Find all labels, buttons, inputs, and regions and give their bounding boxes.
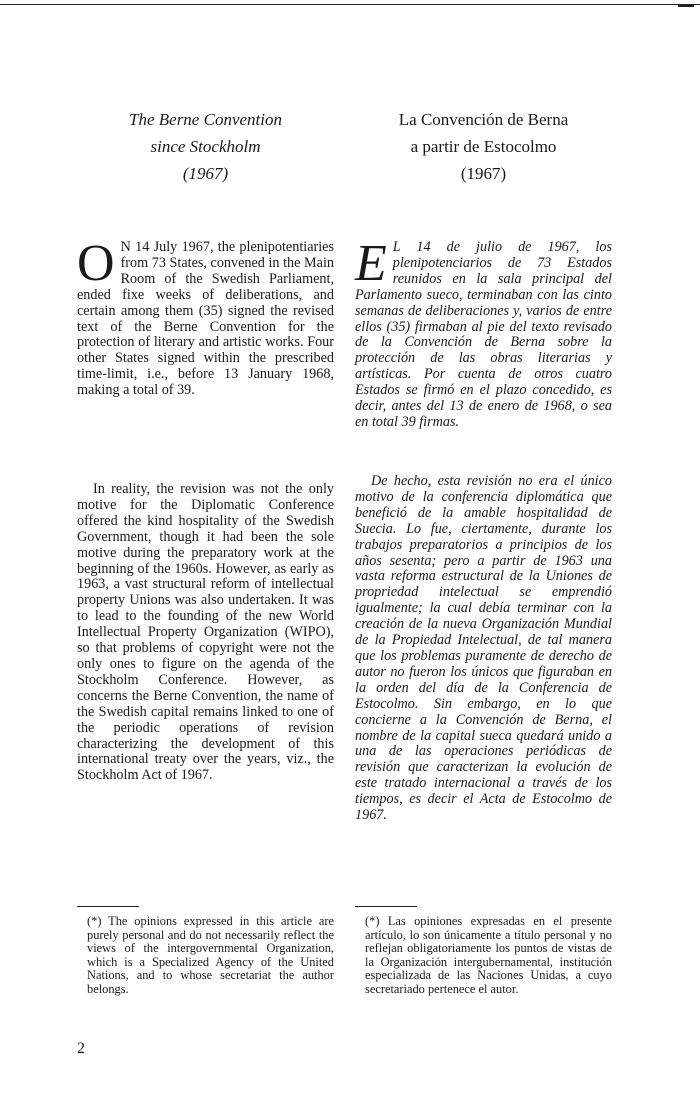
spanish-paragraph-2-text: De hecho, esta revisión no era el único motivo de la conferencia diplomática que benefició de la amable hospitalidad de Suecia. Lo fue, ciertamente, durante los trabajos preparatorios a principios de los años sesenta; pero a partir de 1963 una vasta reforma estructural de la Uniones de propriedad intelectual se emprendió igualmente; la cual debía terminar con la creación de la nueva Organización Mundial de la Propiedad Intelectual, de tal manera que los problemas puramente de derecho de autor no fueron los únicos que figuraban en la orden del día de la Conferencia de Estocolmo. Sin embargo, en lo que concierne a la Convención de Berna, el nombre de la capital sueca quedará unido a una de las operaciones periódicas de revisión que caracterizan la evolución de este tratado internacional a través de los tiempos, es decir el Acta de Estocolmo de 1967.	[355, 473, 612, 824]
spanish-title-line-1: La Convención de Berna	[398, 110, 569, 129]
spanish-title-line-3: (1967)	[460, 164, 507, 183]
english-paragraph-1-text: N 14 July 1967, the plenipotentiaries from 73 States, convened in the Main Room of the Swedish Parliament, ended fixe weeks of deliberations, and certain among them (35) signed the revised text of the Berne Convention for the protection of literary and artistic works. Four other States signed within the prescribed time-limit, i.e., before 13 January 1968, making a total of 39.	[77, 239, 334, 399]
english-paragraph-2-text: In reality, the revision was not the only motive for the Diplomatic Conference offered the kind hospitality of the Swedish Government, though it had been the sole motive during the preparatory work at the beginning of the 1960s. However, as early as 1963, a vast structural reform of intellectual property Unions was also undertaken. It was to lead to the founding of the new World Intellectual Property Organization (WIPO), so that problems of copyright were not the only ones to figure on the agenda of the Stockholm Conference. However, as concerns the Berne Convention, the name of the Swedish capital remains linked to one of the periodic operations of revision characterizing the development of this international treaty over the years, viz., the Stockholm Act of 1967.	[77, 481, 334, 784]
page-number: 2	[77, 1040, 85, 1057]
english-footnote	[77, 915, 334, 997]
english-paragraph-1	[77, 235, 334, 399]
english-title-line-3: (1967)	[182, 164, 229, 183]
english-footnote-rule	[77, 906, 139, 907]
top-rule	[0, 4, 700, 5]
spanish-footnote	[355, 915, 612, 997]
english-drop-cap: O	[77, 235, 115, 292]
english-title-line-2: since Stockholm	[150, 137, 261, 156]
spanish-title-line-2: a partir de Estocolmo	[410, 137, 557, 156]
spanish-title	[355, 106, 612, 187]
corner-mark	[678, 4, 694, 7]
spanish-footnote-text: (*) Las opiniones expresadas en el presente artículo, lo son únicamente a título personal y no reflejan obligatoriamente los puntos de vistas de la Organización intergubernamental, institución especializada de las Naciones Unidas, a cuyo secretariado pertenece el autor.	[365, 914, 612, 996]
spanish-paragraph-1	[355, 235, 612, 431]
english-paragraph-2	[77, 482, 334, 784]
spanish-paragraph-2	[355, 474, 612, 824]
spanish-drop-cap: E	[355, 235, 387, 292]
english-title	[77, 106, 334, 187]
english-title-line-1: The Berne Convention	[129, 110, 282, 129]
spanish-paragraph-1-text: L 14 de julio de 1967, los plenipotenciarios de 73 Estados reunidos en la sala principal del Parlamento sueco, terminaban con las cinto semanas de deliberaciones y, varios de entre ellos (35) firmaban al pie del texto revisado de la Convención de Berna sobre la protección de las obras literarias y artísticas. Por cuenta de otros cuatro Estados se firmó en el plazo concedido, es decir, antes del 13 de enero de 1968, o sea en total 39 firmas.	[355, 239, 612, 430]
spanish-footnote-rule	[355, 906, 417, 907]
english-footnote-text: (*) The opinions expressed in this article are purely personal and do not necessarily reflect the views of the intergovernmental Organization, which is a Specialized Agency of the United Nations, and to whose secretariat the author belongs.	[87, 914, 334, 996]
